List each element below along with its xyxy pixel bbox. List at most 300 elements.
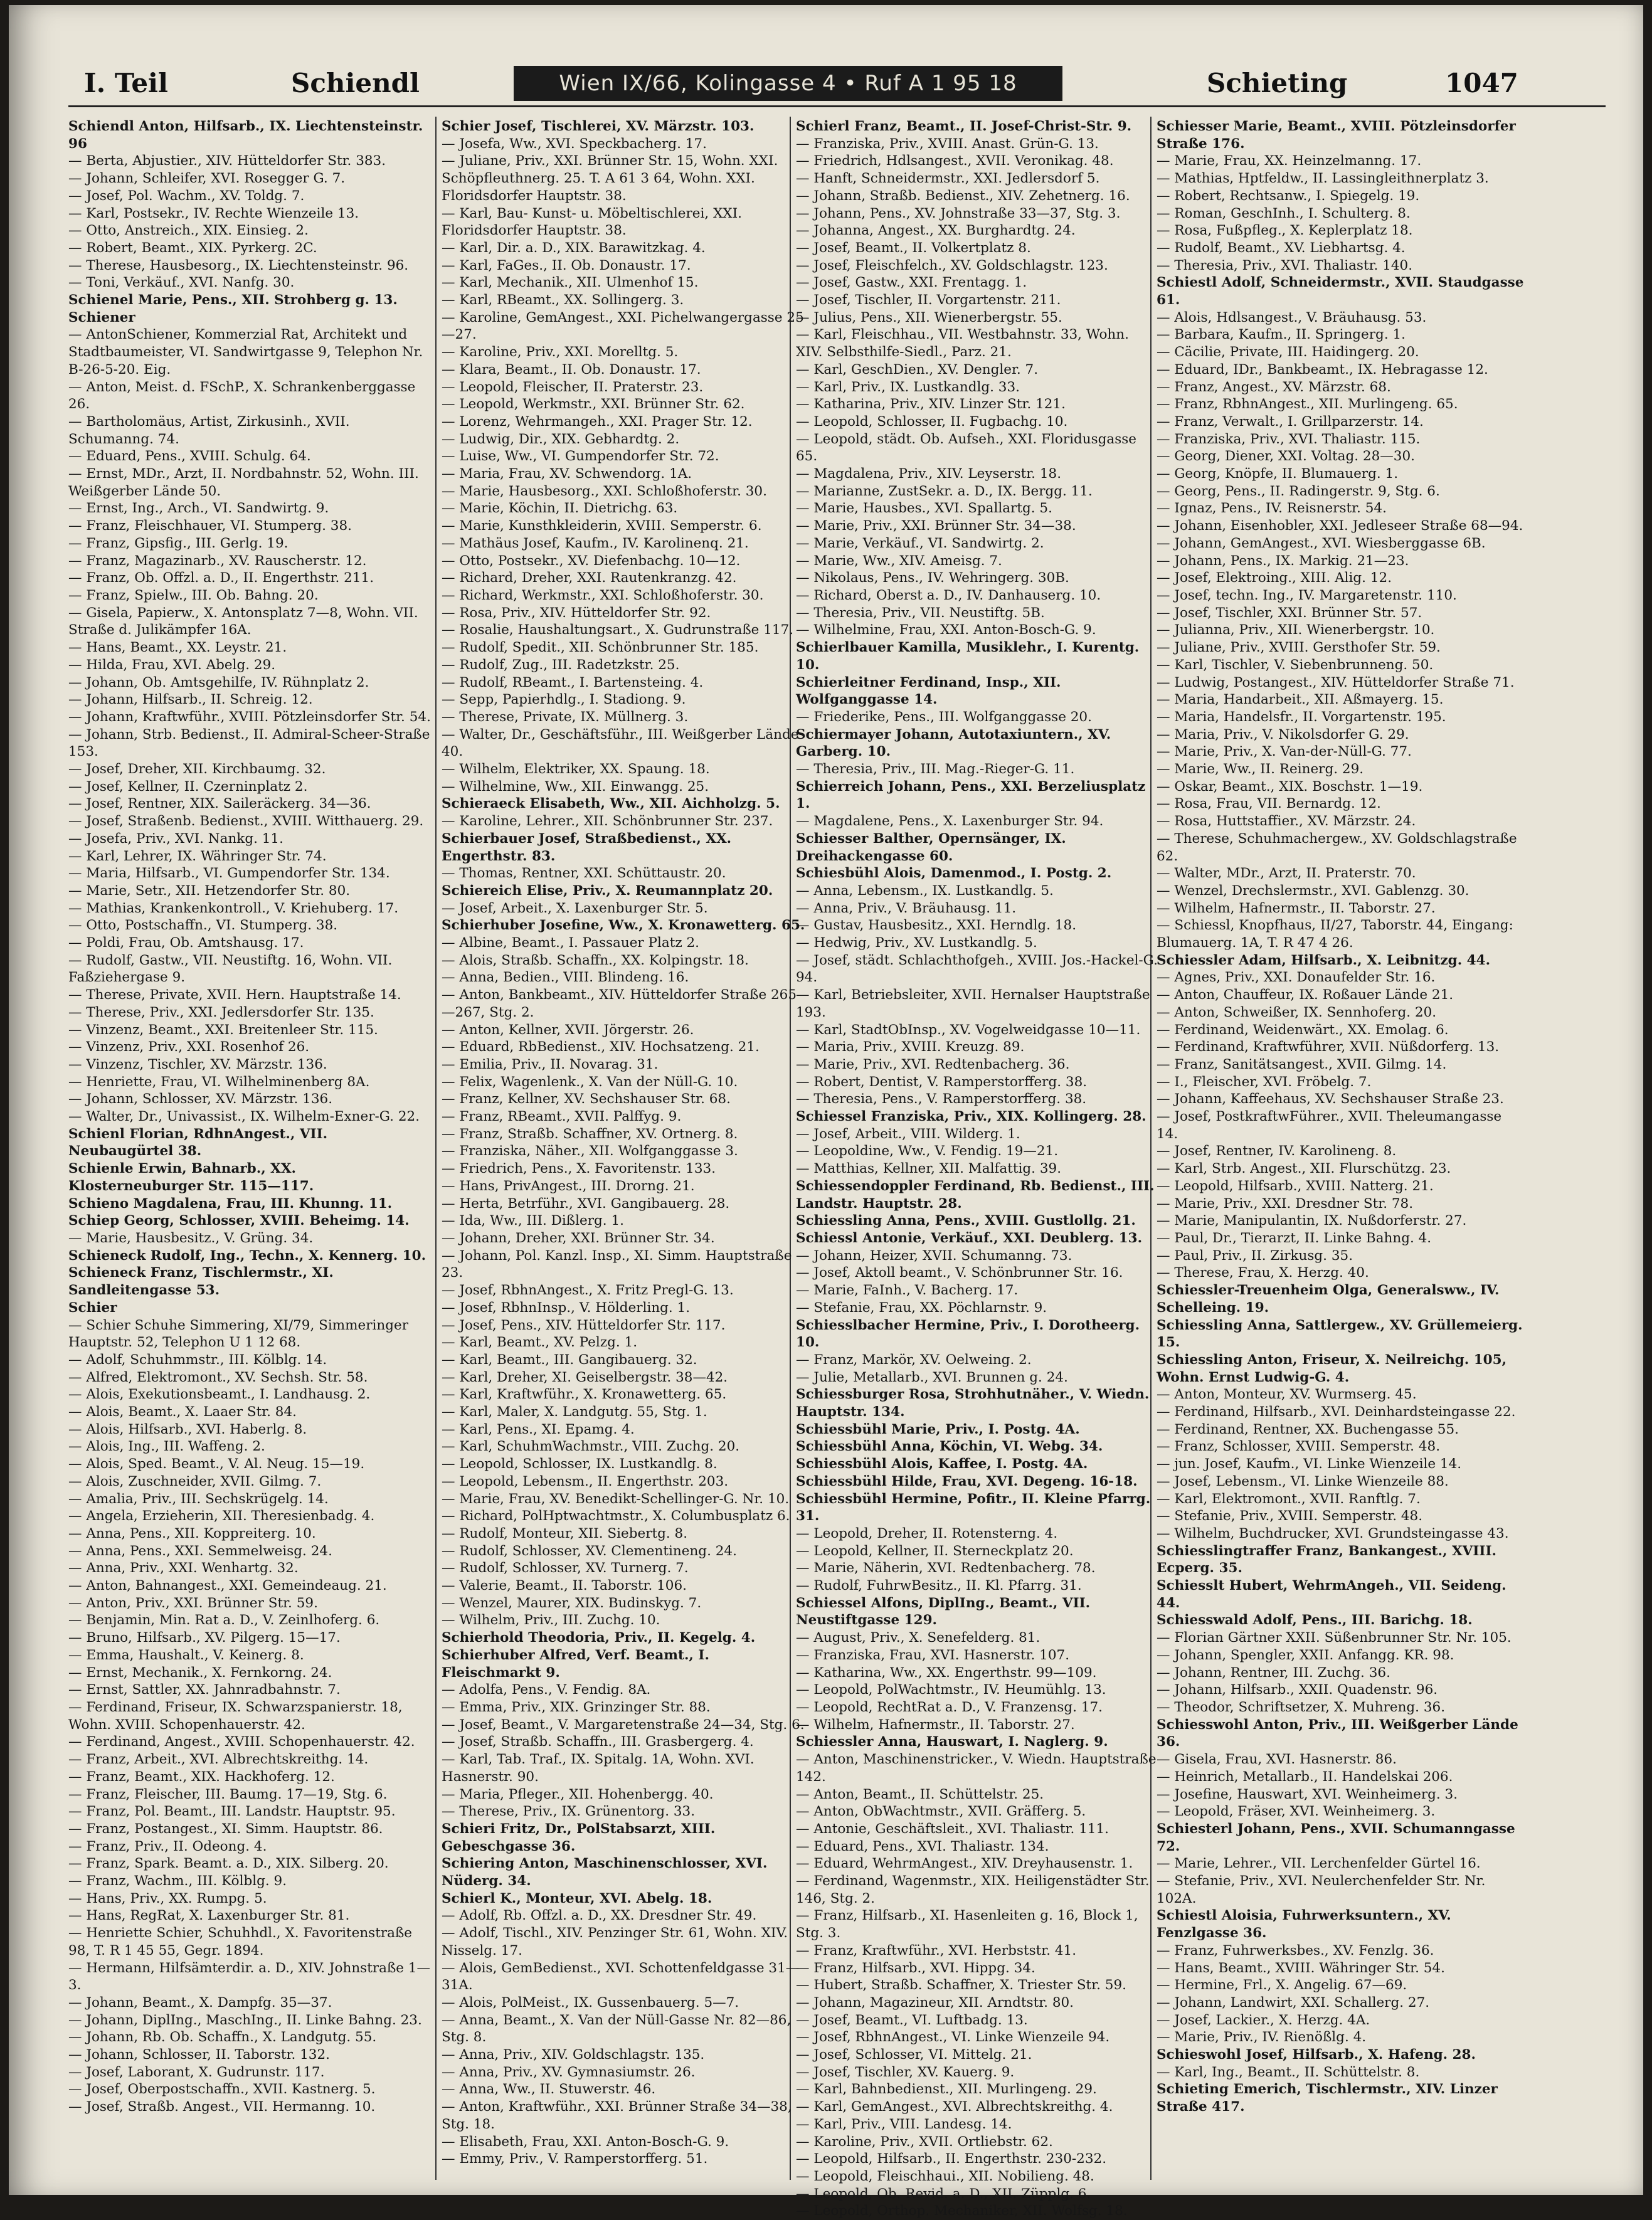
directory-entry: Schier Josef, Tischlerei, XV. Märzstr. 103. [442,119,755,134]
directory-entry: — Adolf, Rb. Offzl. a. D., XX. Dresdner Str. 49. [442,1908,757,1924]
directory-entry: — Alois, Straßb. Schaffn., XX. Kolpingstr. 18. [442,952,749,968]
directory-entry: — Theodor, Schriftsetzer, X. Muhreng. 36. [1157,1699,1446,1715]
directory-entry: — Marie, Verkäuf., VI. Sandwirtg. 2. [796,535,1044,551]
directory-entry: — Marie, Manipulantin, IX. Nußdorferstr. 27. [1157,1213,1467,1229]
directory-entry: — Alois, Hdlsangest., V. Bräuhausg. 53. [1157,309,1427,325]
directory-entry: — Emilia, Priv., II. Novarag. 31. [442,1056,659,1072]
directory-entry: — Wilhelm, Hafnermstr., II. Taborstr. 27. [1157,900,1436,916]
directory-entry: Schienle Erwin, Bahnarb., XX. Klosterneuburger Str. 115—117. [68,1161,314,1194]
directory-entry: — Karl, Elektromont., XVII. Ranftlg. 7. [1157,1491,1421,1507]
directory-entry: — Gisela, Frau, XVI. Hasnerstr. 86. [1157,1752,1397,1768]
directory-entry: — Karl, Tab. Traf., IX. Spitalg. 1A, Wohn. XVI. Hasnerstr. 90. [442,1752,755,1785]
directory-entry: — Stefanie, Priv., XVI. Neulerchenfelder Str. Nr. 102A. [1157,1873,1486,1906]
directory-entry: — Gustav, Hausbesitz., XXI. Herndlg. 18. [796,917,1077,934]
directory-entry: — Josef, Beamt., V. Margaretenstraße 24—34, Stg. 6. [442,1716,805,1733]
directory-entry: Schiesterl Johann, Pens., XVII. Schumanngasse 72. [1157,1821,1515,1854]
directory-entry: — Franziska, Frau, XVI. Hasnerstr. 107. [796,1647,1070,1663]
directory-entry: — Theresia, Priv., III. Mag.-Rieger-G. 11. [796,761,1075,778]
directory-page [9,5,1643,2219]
directory-entry: — Franziska, Priv., XVI. Thaliastr. 115. [1157,431,1421,447]
directory-entry: — Bartholomäus, Artist, Zirkusinh., XVII. Schumanng. 74. [68,413,350,447]
directory-entry: — Ernst, Sattler, XX. Jahnradbahnstr. 7. [68,1682,341,1698]
directory-entry: Schieno Magdalena, Frau, III. Khunng. 11. [68,1195,393,1212]
directory-entry: — Josef, Straßb. Schaffn., III. Grasbergerg. 4. [442,1734,754,1750]
directory-entry: — Oskar, Beamt., XIX. Boschstr. 1—19. [1157,778,1423,795]
directory-entry: — Juliane, Priv., XXI. Brünner Str. 15, Wohn. XXI. Schöpfleuthnerg. 25. T. A 61 3 64, Wohn. XXI. Floridsdorfer Hauptstr. 38. [442,153,778,204]
directory-entry: — Anton, Maschinenstricker., V. Wiedn. Hauptstraße 142. [796,1752,1157,1785]
directory-entry: — Josef, RbhnInsp., V. Hölderling. 1. [442,1299,691,1316]
directory-entry: Schieneck Rudolf, Ing., Techn., X. Kennerg. 10. [68,1247,426,1264]
directory-entry: — Rudolf, Monteur, XII. Siebertg. 8. [442,1525,688,1541]
directory-entry: — Franz, Beamt., XIX. Hackhoferg. 12. [68,1768,335,1785]
directory-entry: — Anna, Bedien., VIII. Blindeng. 16. [442,970,689,986]
directory-entry: Schiesbühl Alois, Damenmod., I. Postg. 2. [796,865,1112,882]
directory-entry: — Klara, Beamt., II. Ob. Donaustr. 17. [442,361,701,378]
directory-entry: — Franz, Verwalt., I. Grillparzerstr. 14. [1157,413,1424,430]
directory-entry: — Angela, Erzieherin, XII. Theresienbadg. 4. [68,1508,375,1525]
directory-entry: — Franz, Arbeit., XVI. Albrechtskreithg. 14. [68,1752,369,1768]
directory-entry: — Franz, Markör, XV. Oelweing. 2. [796,1351,1032,1368]
directory-entry: — Leopoldine, Ww., V. Fendig. 19—21. [796,1143,1059,1160]
directory-entry: — Theresia, Priv., VII. Neustiftg. 5B. [796,605,1045,621]
directory-entry: — Josef, Arbeit., X. Laxenburger Str. 5. [442,900,708,916]
directory-entry: — Hans, Priv., XX. Rumpg. 5. [68,1890,267,1906]
last-guide-word: Schieting [1207,68,1348,98]
directory-entry: — Walter, MDr., Arzt, II. Praterstr. 70. [1157,865,1416,882]
directory-entry: — Josef, techn. Ing., IV. Margaretenstr. 110. [1157,587,1457,603]
directory-entry: — Rosa, Huttstaffier., XV. Märzstr. 24. [1157,813,1416,830]
directory-entry: — Amalia, Priv., III. Sechskrügelg. 14. [68,1491,329,1507]
directory-entry: Schieneck Franz, Tischlermstr., XI. Sandleitengasse 53. [68,1265,334,1299]
directory-entry: — Marie, Hausbesorg., XXI. Schloßhoferstr. 30. [442,483,767,499]
directory-entry: Schierhold Theodoria, Priv., II. Kegelg. 4. [442,1630,756,1646]
directory-entry: — Cäcilie, Private, III. Haidingerg. 20. [1157,344,1419,361]
directory-entry: Schiessling Anna, Sattlergew., XV. Grüllemeierg. 15. [1157,1317,1523,1351]
directory-entry: — Maria, Hilfsarb., VI. Gumpendorfer Str. 134. [68,865,390,882]
directory-entry: Schierl K., Monteur, XVI. Abelg. 18. [442,1890,712,1906]
directory-entry: — Therese, Frau, X. Herzg. 40. [1157,1265,1369,1281]
directory-entry: — Marie, Priv., XXI. Dresdner Str. 78. [1157,1195,1414,1212]
directory-entry: — Alois, Zuschneider, XVII. Gilmg. 7. [68,1473,322,1489]
directory-entry: — Julianna, Priv., XII. Wienerbergstr. 10. [1157,622,1435,638]
directory-entry: — Johann, Magazineur, XII. Arndtstr. 80. [796,1994,1074,2011]
directory-entry: — Alois, Sped. Beamt., V. Al. Neug. 15—19. [68,1456,365,1472]
directory-entry: — Marie, Lehrer., VII. Lerchenfelder Gürtel 16. [1157,1856,1481,1872]
directory-entry: — Wilhelm, Elektriker, XX. Spaung. 18. [442,761,710,778]
directory-entry: Schiessler Adam, Hilfsarb., X. Leibnitzg. 44. [1157,952,1491,968]
directory-entry: — Josef, Arbeit., VIII. Wilderg. 1. [796,1126,1020,1142]
directory-entry: — Sepp, Papierhdlg., I. Stadiong. 9. [442,692,686,708]
directory-entry: — Leopold, Dreher, II. Rotensterng. 4. [796,1525,1058,1541]
directory-entry: — Karl, Pens., XI. Epamg. 4. [442,1421,635,1437]
directory-entry: — Friedrich, Hdlsangest., XVII. Veronikag. 48. [796,153,1114,169]
directory-entry: — Karl, Maler, X. Landgutg. 55, Stg. 1. [442,1404,707,1420]
directory-entry: — Johann, DiplIng., MaschIng., II. Linke Bahng. 23. [68,2012,422,2028]
directory-entry: — Rosa, Fußpfleg., X. Keplerplatz 18. [1157,223,1413,239]
directory-entry: — Marie, Hausbes., XVI. Spallartg. 5. [796,500,1052,517]
directory-entry: — Hedwig, Priv., XV. Lustkandlg. 5. [796,935,1037,951]
directory-entry: Schiesswald Adolf, Pens., III. Barichg. 18. [1157,1612,1473,1629]
directory-entry: — Marie, Priv., X. Van-der-Nüll-G. 77. [1157,744,1412,760]
directory-entry: Schiessler Anna, Hauswart, I. Naglerg. 9. [796,1734,1108,1750]
directory-entry: — Karl, Mechanik., XII. Ulmenhof 15. [442,275,699,291]
directory-entry: Schiereich Elise, Priv., X. Reumannplatz 20. [442,882,773,899]
directory-entry: — Wilhelmine, Ww., XII. Einwangg. 25. [442,778,709,795]
directory-entry: — Karl, GeschDien., XV. Dengler. 7. [796,361,1039,378]
directory-entry: — Johann, Pens., XV. Johnstraße 33—37, Stg. 3. [796,205,1121,221]
directory-entry: — Maria, Handarbeit., XII. Aßmayerg. 15. [1157,692,1444,708]
directory-entry: — Franz, Fleischer, III. Baumg. 17—19, Stg. 6. [68,1786,388,1802]
directory-entry: — Anton, Chauffeur, IX. Roßauer Lände 21. [1157,987,1454,1003]
directory-entry: — Karl, RBeamt., XX. Sollingerg. 3. [442,292,684,309]
directory-entry: — Franz, Spark. Beamt. a. D., XIX. Silberg. 20. [68,1856,389,1872]
directory-entry: — Franz, Fuhrwerksbes., XV. Fenzlg. 36. [1157,1942,1434,1958]
directory-entry: — Hermann, Hilfsämterdir. a. D., XIV. Johnstraße 1—3. [68,1960,431,1994]
directory-entry: — Agnes, Priv., XXI. Donaufelder Str. 16. [1157,970,1436,986]
directory-entry: — Josef, RbhnAngest., X. Fritz Pregl-G. 13. [442,1282,734,1299]
directory-entry: Schiering Anton, Maschinenschlosser, XVI. Nüderg. 34. [442,1856,768,1890]
directory-entry: — Josef, Elektroing., XIII. Alig. 12. [1157,570,1392,586]
directory-entry: — Anton, Bankbeamt., XIV. Hütteldorfer Straße 265—267, Stg. 2. [442,987,797,1020]
directory-entry: — Wilhelm, Buchdrucker, XVI. Grundsteingasse 43. [1157,1525,1509,1541]
directory-entry: Schiermayer Johann, Autotaxiuntern., XV. Garberg. 10. [796,726,1111,760]
directory-entry: — Wilhelm, Priv., III. Zuchg. 10. [442,1612,660,1629]
directory-entry: — Herta, Betrführ., XVI. Gangibauerg. 28. [442,1195,730,1212]
directory-entry: — Karl, FaGes., II. Ob. Donaustr. 17. [442,257,691,273]
directory-entry: — Adolfa, Pens., V. Fendig. 8A. [442,1682,651,1698]
directory-entry: Schiessel Franziska, Priv., XIX. Kollingerg. 28. [796,1109,1146,1125]
directory-entry: — Eduard, Pens., XVIII. Schulg. 64. [68,448,311,465]
directory-entry: — Marie, Frau, XX. Heinzelmanng. 17. [1157,153,1422,169]
directory-entry: — Theresia, Priv., XVI. Thaliastr. 140. [1157,257,1413,273]
directory-entry: — Leopold, Kellner, II. Sterneckplatz 20. [796,1543,1074,1559]
directory-entry: — Johann, Beamt., X. Dampfg. 35—37. [68,1994,332,2011]
directory-entry: — Benjamin, Min. Rat a. D., V. Zeinlhoferg. 6. [68,1612,380,1629]
directory-entry: — Karl, Dir. a. D., XIX. Barawitzkag. 4. [442,240,706,256]
directory-entry: Schiesslt Hubert, WehrmAngeh., VII. Seideng. 44. [1157,1578,1506,1611]
column-4 [1157,118,1527,2175]
directory-entry: — Franz, Hilfsarb., XI. Hasenleiten g. 16, Block 1, Stg. 3. [796,1908,1138,1942]
directory-entry: — Alois, Ing., III. Waffeng. 2. [68,1439,265,1455]
directory-entry: — Franz, Schlosser, XVIII. Semperstr. 48. [1157,1439,1441,1455]
directory-entry: — Vinzenz, Beamt., XXI. Breitenleer Str. 115. [68,1022,378,1038]
directory-entry: Schiesser Balther, Opernsänger, IX. Dreihackengasse 60. [796,830,1066,864]
directory-entry: — August, Priv., X. Senefelderg. 81. [796,1630,1040,1646]
directory-entry: — jun. Josef, Kaufm., VI. Linke Wienzeile 14. [1157,1456,1462,1472]
directory-entry: — Franz, Priv., II. Odeong. 4. [68,1838,267,1854]
directory-entry: — Magdalena, Priv., XIV. Leyserstr. 18. [796,466,1062,482]
directory-entry: Schienl Florian, RdhnAngest., VII. Neubaugürtel 38. [68,1126,328,1160]
directory-entry: — Richard, Werkmstr., XXI. Schloßhoferstr. 30. [442,587,764,603]
directory-entry: — Robert, Rechtsanw., I. Spiegelg. 19. [1157,188,1420,204]
directory-entry: — Ferdinand, Weidenwärt., XX. Emolag. 6. [1157,1022,1449,1038]
directory-entry: Schiesswohl Anton, Priv., III. Weißgerber Lände 36. [1157,1716,1518,1750]
directory-entry: — Anna, Beamt., X. Van der Nüll-Gasse Nr. 82—86, Stg. 8. [442,2012,792,2046]
directory-entry: — Josef, Kellner, II. Czerninplatz 2. [68,778,308,795]
directory-entry: — Leopold, Schlosser, IX. Lustkandlg. 8. [442,1456,717,1472]
directory-entry: Schiessbühl Hilde, Frau, XVI. Degeng. 16-18. [796,1473,1138,1489]
directory-entry: — Ferdinand, Hilfsarb., XVI. Deinhardsteingasse 22. [1157,1404,1516,1420]
directory-entry: — Franz, Sanitätsangest., XVII. Gilmg. 14. [1157,1056,1447,1072]
directory-entry: — Karl, Kraftwführ., X. Kronawetterg. 65. [442,1387,727,1403]
directory-entry: — Robert, Beamt., XIX. Pyrkerg. 2C. [68,240,317,256]
directory-entry: — Josef, Straßb. Angest., VII. Hermanng. 10. [68,2099,376,2115]
directory-entry: — Josef, Rentner, XIX. Saileräckerg. 34—36. [68,796,371,812]
directory-entry: — Johann, Straßb. Bedienst., XIV. Zehetnerg. 16. [796,188,1130,204]
directory-entry: — Josef, städt. Schlachthofgeh., XVIII. Jos.-Hackel-G. 94. [796,952,1158,986]
directory-entry: — Albine, Beamt., I. Passauer Platz 2. [442,935,700,951]
directory-entry: Schiessbühl Hermine, Pofitr., II. Kleine Pfarrg. 31. [796,1491,1151,1525]
directory-entry: Schiessburger Rosa, Strohhutnäher., V. Wiedn. Hauptstr. 134. [796,1387,1150,1420]
directory-entry: — Franz, Straßb. Schaffner, XV. Ortnerg. 8. [442,1126,738,1142]
directory-entry: — Therese, Hausbesorg., IX. Liechtensteinstr. 96. [68,257,409,273]
directory-entry: — Henriette Schier, Schuhhdl., X. Favoritenstraße 98, T. R 1 45 55, Gegr. 1894. [68,1925,413,1958]
directory-entry: Schiendl Anton, Hilfsarb., IX. Liechtensteinstr. 96 [68,119,423,152]
directory-entry: — Josefine, Hauswart, XVI. Weinheimerg. 3. [1157,1786,1458,1802]
directory-entry: — Katharina, Priv., XIV. Linzer Str. 121. [796,396,1066,413]
directory-entry: — Poldi, Frau, Ob. Amtshausg. 17. [68,935,304,951]
directory-entry: — Karoline, GemAngest., XXI. Pichelwangergasse 25—27. [442,309,804,343]
directory-entry: — Marianne, ZustSekr. a. D., IX. Bergg. 11. [796,483,1093,499]
directory-entry: — Josef, Pens., XIV. Hütteldorfer Str. 117. [442,1317,726,1333]
directory-entry: — Ernst, Mechanik., X. Fernkorng. 24. [68,1664,332,1681]
directory-entry: Schierbauer Josef, Straßbedienst., XX. Engerthstr. 83. [442,830,732,864]
directory-entry: — Josef, PostkraftwFührer., XVII. Theleumangasse 14. [1157,1109,1502,1142]
directory-entry: — Rudolf, Schlosser, XV. Turnerg. 7. [442,1560,689,1577]
directory-entry: — Karl, Betriebsleiter, XVII. Hernalser Hauptstraße 193. [796,987,1150,1020]
directory-entry: — Otto, Anstreich., XIX. Einsieg. 2. [68,223,309,239]
directory-entry: Schierlbauer Kamilla, Musiklehr., I. Kurentg. 10. [796,640,1140,673]
directory-entry: — Anna, Lebensm., IX. Lustkandlg. 5. [796,882,1054,899]
directory-entry: — Ferdinand, Kraftwführer, XVII. Nüßdorferg. 13. [1157,1039,1500,1055]
directory-entry: — Maria, Frau, XV. Schwendorg. 1A. [442,466,692,482]
directory-entry: — Walter, Dr., Geschäftsführ., III. Weißgerber Lände 40. [442,726,799,760]
directory-entry: — Gisela, Papierw., X. Antonsplatz 7—8, Wohn. VII. Straße d. Julikämpfer 16A. [68,605,418,638]
directory-entry: — Ernst, MDr., Arzt, II. Nordbahnstr. 52, Wohn. III. Weißgerber Lände 50. [68,466,419,499]
directory-entry: — Toni, Verkäuf., XVI. Nanfg. 30. [68,275,295,291]
directory-entry: — Ferdinand, Angest., XVIII. Schopenhauerstr. 42. [68,1734,415,1750]
directory-entry: Schiessbühl Alois, Kaffee, I. Postg. 4A. [796,1456,1088,1472]
directory-entry: — Elisabeth, Frau, XXI. Anton-Bosch-G. 9. [442,2133,729,2150]
directory-entry: — Mathias, Krankenkontroll., V. Kriehuberg. 17. [68,900,399,916]
directory-entry: — Richard, PolHptwachtmstr., X. Columbusplatz 6. [442,1508,790,1525]
directory-entry: — Karl, Priv., IX. Lustkandlg. 33. [796,379,1020,395]
directory-entry: — Josef, Straßenb. Bedienst., XVIII. Witthauerg. 29. [68,813,424,830]
directory-entry: — Anton, Kellner, XVII. Jörgerstr. 26. [442,1022,694,1038]
directory-entry: — Leopold, RechtRat a. D., V. Franzensg. 17. [796,1699,1103,1715]
directory-entry: — Mathäus Josef, Kaufm., IV. Karolinenq. 21. [442,535,749,551]
directory-entry: — Thomas, Rentner, XXI. Schüttaustr. 20. [442,865,726,882]
directory-entry: — Richard, Oberst a. D., IV. Danhauserg. 10. [796,587,1101,603]
directory-entry: — Anna, Pens., XII. Koppreiterg. 10. [68,1525,316,1541]
directory-entry: — Anton, Beamt., II. Schüttelstr. 25. [796,1786,1044,1802]
directory-entry: — Hans, Beamt., XX. Leystr. 21. [68,640,287,656]
directory-entry: — Leopold, Fleischhaui., XII. Nobilieng. 48. [796,2168,1094,2184]
directory-entry: — Josef, Laborant, X. Gudrunstr. 117. [68,2064,325,2080]
directory-entry: — Therese, Schuhmachergew., XV. Goldschlagstraße 62. [1157,830,1517,864]
directory-entry: — Magdalene, Pens., X. Laxenburger Str. 94. [796,813,1104,830]
directory-entry: — Josef, Aktoll beamt., V. Schönbrunner Str. 16. [796,1265,1123,1281]
directory-entry: Schiesslingtraffer Franz, Bankangest., XVIII. Ecperg. 35. [1157,1543,1497,1577]
directory-entry: — Ferdinand, Friseur, IX. Schwarzspanierstr. 18, Wohn. XVIII. Schopenhauerstr. 42. [68,1699,403,1733]
directory-entry: — Leopold, Orthop. Mechaniker, XII. Wolfsg. 18. [796,2203,1128,2219]
directory-entry: — Heinrich, Metallarb., II. Handelskai 206. [1157,1768,1453,1785]
directory-entry: Schiesser Marie, Beamt., XVIII. Pötzleinsdorfer Straße 176. [1157,119,1516,152]
directory-entry: — Alois, GemBedienst., XVI. Schottenfeldgasse 31—31A. [442,1960,800,1994]
directory-entry: — Anna, Ww., II. Stuwerstr. 46. [442,2081,656,2098]
directory-entry: — Franz, Postangest., XI. Simm. Hauptstr. 86. [68,1821,383,1837]
directory-entry: — I., Fleischer, XVI. Fröbelg. 7. [1157,1074,1372,1090]
directory-entry: — Marie, Priv., XVI. Redtenbacherg. 36. [796,1056,1070,1072]
directory-entry: — Eduard, WehrmAngest., XIV. Dreyhausenstr. 1. [796,1856,1133,1872]
directory-entry: — Josef, Dreher, XII. Kirchbaumg. 32. [68,761,326,778]
directory-entry: Schieswohl Josef, Hilfsarb., X. Hafeng. 28. [1157,2047,1476,2063]
directory-entry: — Vinzenz, Priv., XXI. Rosenhof 26. [68,1039,310,1055]
directory-entry: — Franz, Spielw., III. Ob. Bahng. 20. [68,587,319,603]
page-number: 1047 [1445,68,1518,98]
directory-entry: — Otto, Postsekr., XV. Diefenbachg. 10—12. [442,552,741,569]
directory-entry: Schiessbühl Marie, Priv., I. Postg. 4A. [796,1421,1080,1437]
directory-entry: — Karl, Priv., VIII. Landesg. 14. [796,2116,1012,2132]
directory-entry: — Anton, Meist. d. FSchP., X. Schrankenberggasse 26. [68,379,416,413]
directory-entry: — Franz, Kraftwführ., XVI. Herbststr. 41. [796,1942,1077,1958]
directory-entry: — Wilhelm, Hafnermstr., II. Taborstr. 27. [796,1716,1075,1733]
directory-entry: — Emma, Priv., XIX. Grinzinger Str. 88. [442,1699,711,1715]
directory-entry: — Josef, Tischler, XV. Kauerg. 9. [796,2064,1015,2080]
directory-entry: — Johann, Rb. Ob. Schaffn., X. Landgutg. 55. [68,2029,377,2046]
directory-entry: — Josef, Gastw., XXI. Frentagg. 1. [796,275,1027,291]
directory-entry: — Theresia, Pens., V. Ramperstorfferg. 38. [796,1091,1087,1107]
directory-entry: — Marie, Priv., XXI. Brünner Str. 34—38. [796,518,1076,534]
directory-entry: — Georg, Knöpfe, II. Blumauerg. 1. [1157,466,1399,482]
directory-entry: — Anna, Pens., XXI. Semmelweisg. 24. [68,1543,332,1559]
directory-entry: — Anton, ObWachtmstr., XVII. Gräfferg. 5. [796,1804,1086,1820]
directory-entry: — Richard, Dreher, XXI. Rautenkranzg. 42. [442,570,737,586]
directory-entry: — Marie, FaInh., V. Bacherg. 17. [796,1282,1019,1299]
directory-entry: Schiep Georg, Schlosser, XVIII. Beheimg. 14. [68,1213,410,1229]
directory-entry: — Lorenz, Wehrmangeh., XXI. Prager Str. 12. [442,413,753,430]
directory-entry: — Emma, Haushalt., V. Keinerg. 8. [68,1647,304,1663]
directory-entry: — Bruno, Hilfsarb., XV. Pilgerg. 15—17. [68,1630,341,1646]
directory-entry: — Johann, Schlosser, II. Taborstr. 132. [68,2047,330,2063]
directory-entry: — Josef, Pol. Wachm., XV. Toldg. 7. [68,188,305,204]
directory-entry: — Leopold, Fräser, XVI. Weinheimerg. 3. [1157,1804,1436,1820]
directory-entry: — Hubert, Straßb. Schaffner, X. Triester Str. 59. [796,1977,1126,1994]
directory-entry: — Franz, Gipsfig., III. Gerlg. 19. [68,535,289,551]
directory-entry: — Ludwig, Dir., XIX. Gebhardtg. 2. [442,431,680,447]
directory-entry: — Leopold, Fleischer, II. Praterstr. 23. [442,379,704,395]
directory-entry: — Karl, StadtObInsp., XV. Vogelweidgasse 10—11. [796,1022,1141,1038]
directory-entry: — Leopold, PolWachtmstr., IV. Heumühlg. 13. [796,1682,1106,1698]
directory-entry: — Franziska, Näher., XII. Wolfganggasse 3. [442,1143,738,1160]
directory-entry: — Wenzel, Drechslermstr., XVI. Gablenzg. 30. [1157,882,1469,899]
directory-entry: — Rudolf, Spedit., XII. Schönbrunner Str. 185. [442,640,759,656]
directory-entry: — Karl, Fleischhau., VII. Westbahnstr. 33, Wohn. XIV. Selbsthilfe-Siedl., Parz. 21. [796,327,1129,361]
directory-entry: — Therese, Priv., IX. Grünentorg. 33. [442,1804,696,1820]
directory-entry: — Johann, Pens., IX. Markig. 21—23. [1157,552,1409,569]
directory-entry: Schiessling Anton, Friseur, X. Neilreichg. 105, Wohn. Ernst Ludwig-G. 4. [1157,1351,1507,1385]
directory-entry: — Johann, Kraftwführ., XVIII. Pötzleinsdorfer Str. 54. [68,709,431,725]
directory-entry: — Leopold, städt. Ob. Aufseh., XXI. Floridusgasse 65. [796,431,1137,465]
directory-entry: — Karoline, Priv., XVII. Ortliebstr. 62. [796,2133,1053,2150]
directory-entry: — Wilhelmine, Frau, XXI. Anton-Bosch-G. 9. [796,622,1096,638]
directory-entry: — Julie, Metallarb., XVI. Brunnen g. 24. [796,1369,1068,1385]
directory-entry: — Anton, Schweißer, IX. Sennhoferg. 20. [1157,1004,1437,1020]
directory-entry: — Antonie, Geschäftsleit., XVI. Thaliastr. 111. [796,1821,1109,1837]
directory-entry: — Ignaz, Pens., IV. Reisnerstr. 54. [1157,500,1387,517]
directory-entry: — Juliane, Priv., XVIII. Gersthofer Str. 59. [1157,640,1441,656]
directory-entry: — Georg, Diener, XXI. Voltag. 28—30. [1157,448,1415,465]
directory-entry: — Maria, Priv., V. Nikolsdorfer G. 29. [1157,726,1409,743]
directory-entry: — Therese, Priv., XXI. Jedlersdorfer Str. 135. [68,1004,374,1020]
directory-entry: — Johann, Ob. Amtsgehilfe, IV. Rühnplatz 2. [68,674,369,690]
directory-entry: — Leopold, Werkmstr., XXI. Brünner Str. 62. [442,396,745,413]
directory-entry: — Rosalie, Haushaltungsart., X. Gudrunstraße 117. [442,622,794,638]
directory-entry: — Maria, Pfleger., XII. Hohenbergg. 40. [442,1786,714,1802]
directory-entry: Schieri Fritz, Dr., PolStabsarzt, XIII. Gebeschgasse 36. [442,1821,716,1854]
directory-entry: — Valerie, Beamt., II. Taborstr. 106. [442,1578,687,1594]
directory-entry: — Karl, Ing., Beamt., II. Schüttelstr. 8. [1157,2064,1420,2080]
directory-entry: Schieting Emerich, Tischlermstr., XIV. Linzer Straße 417. [1157,2081,1498,2115]
directory-entry: — Anton, Priv., XXI. Brünner Str. 59. [68,1595,318,1611]
directory-entry: — Rosa, Priv., XIV. Hütteldorfer Str. 92. [442,605,711,621]
directory-entry: — Johann, Spengler, XXII. Anfangg. KR. 98. [1157,1647,1454,1663]
directory-entry: — Mathias, Hptfeldw., II. Lassingleithnerplatz 3. [1157,171,1489,187]
directory-entry: — Matthias, Kellner, XII. Malfattig. 39. [796,1161,1062,1177]
directory-entry: — Josef, Lebensm., VI. Linke Wienzeile 88. [1157,1473,1449,1489]
directory-entry: — Franz, Fleischhauer, VI. Stumperg. 38. [68,518,352,534]
directory-entry: — Leopold, Lebensm., II. Engerthstr. 203. [442,1473,729,1489]
directory-entry: — Florian Gärtner XXII. Süßenbrunner Str. Nr. 105. [1157,1630,1512,1646]
directory-entry: — Leopold, Ob. Revid. a. D., XII. Züpplg. 6. [796,2186,1091,2202]
directory-entry: — Vinzenz, Tischler, XV. Märzstr. 136. [68,1056,327,1072]
directory-entry: — Johann, GemAngest., XVI. Wiesberggasse 6B. [1157,535,1486,551]
directory-entry: Schierreich Johann, Pens., XXI. Berzeliusplatz 1. [796,778,1146,812]
directory-entry: Schiessl Antonie, Verkäuf., XXI. Deublerg. 13. [796,1230,1143,1246]
directory-entry: Schiessbühl Anna, Köchin, VI. Webg. 34. [796,1439,1103,1455]
directory-entry: — Ludwig, Postangest., XIV. Hütteldorfer Straße 71. [1157,674,1515,690]
directory-entry: — Maria, Priv., XVIII. Kreuzg. 89. [796,1039,1025,1055]
directory-entry: — Marie, Frau, XV. Benedikt-Schellinger-G. Nr. 10. [442,1491,790,1507]
directory-entry: Schiestl Adolf, Schneidermstr., XVII. Staudgasse 61. [1157,275,1524,309]
directory-entry: — Alois, Hilfsarb., XVI. Haberlg. 8. [68,1421,307,1437]
directory-entry: Schierleitner Ferdinand, Insp., XII. Wolfganggasse 14. [796,674,1061,708]
directory-entry: — Karl, GemAngest., XVI. Albrechtskreithg. 4. [796,2099,1113,2115]
directory-entry: — Stefanie, Priv., XVIII. Semperstr. 48. [1157,1508,1423,1525]
publisher-banner: Wien IX/66, Kolingasse 4 • Ruf A 1 95 18 [514,66,1062,101]
directory-entry: — Johann, Schleifer, XVI. Rosegger G. 7. [68,171,346,187]
directory-entry: — Karl, Lehrer, IX. Währinger Str. 74. [68,848,327,864]
directory-entry: — Rosa, Frau, VII. Bernardg. 12. [1157,796,1381,812]
directory-entry: Schienel Marie, Pens., XII. Strohberg g. 13. [68,292,398,309]
directory-entry: — Johann, Rentner, III. Zuchg. 36. [1157,1664,1390,1681]
directory-entry: Schierhuber Alfred, Verf. Beamt., I. Fleischmarkt 9. [442,1647,709,1681]
directory-entry: — Hans, PrivAngest., III. Drorng. 21. [442,1178,695,1194]
directory-entry: — Marie, Kunsthkleiderin, XVIII. Semperstr. 6. [442,518,762,534]
directory-entry: — Ernst, Ing., Arch., VI. Sandwirtg. 9. [68,500,329,517]
directory-entry: — Paul, Dr., Tierarzt, II. Linke Bahng. 4. [1157,1230,1432,1246]
directory-entry: — Josef, RbhnAngest., VI. Linke Wienzeile 94. [796,2029,1110,2046]
directory-entry: — Josef, Fleischfelch., XV. Goldschlagstr. 123. [796,257,1108,273]
directory-entry: — Josef, Beamt., II. Volkertplatz 8. [796,240,1031,256]
directory-entry: — Friederike, Pens., III. Wolfganggasse 20. [796,709,1092,725]
directory-entry: — Walter, Dr., Univassist., IX. Wilhelm-Exner-G. 22. [68,1109,420,1125]
directory-entry: — Karl, Bahnbedienst., XII. Murlingeng. 29. [796,2081,1097,2098]
directory-entry: — Paul, Priv., II. Zirkusg. 35. [1157,1247,1353,1264]
directory-entry: — Anna, Priv., V. Bräuhausg. 11. [796,900,1017,916]
directory-entry: — Karl, Bau- Kunst- u. Möbeltischlerei, XXI. Floridsdorfer Hauptstr. 38. [442,205,743,239]
directory-entry: — Karoline, Priv., XXI. Morelltg. 5. [442,344,679,361]
